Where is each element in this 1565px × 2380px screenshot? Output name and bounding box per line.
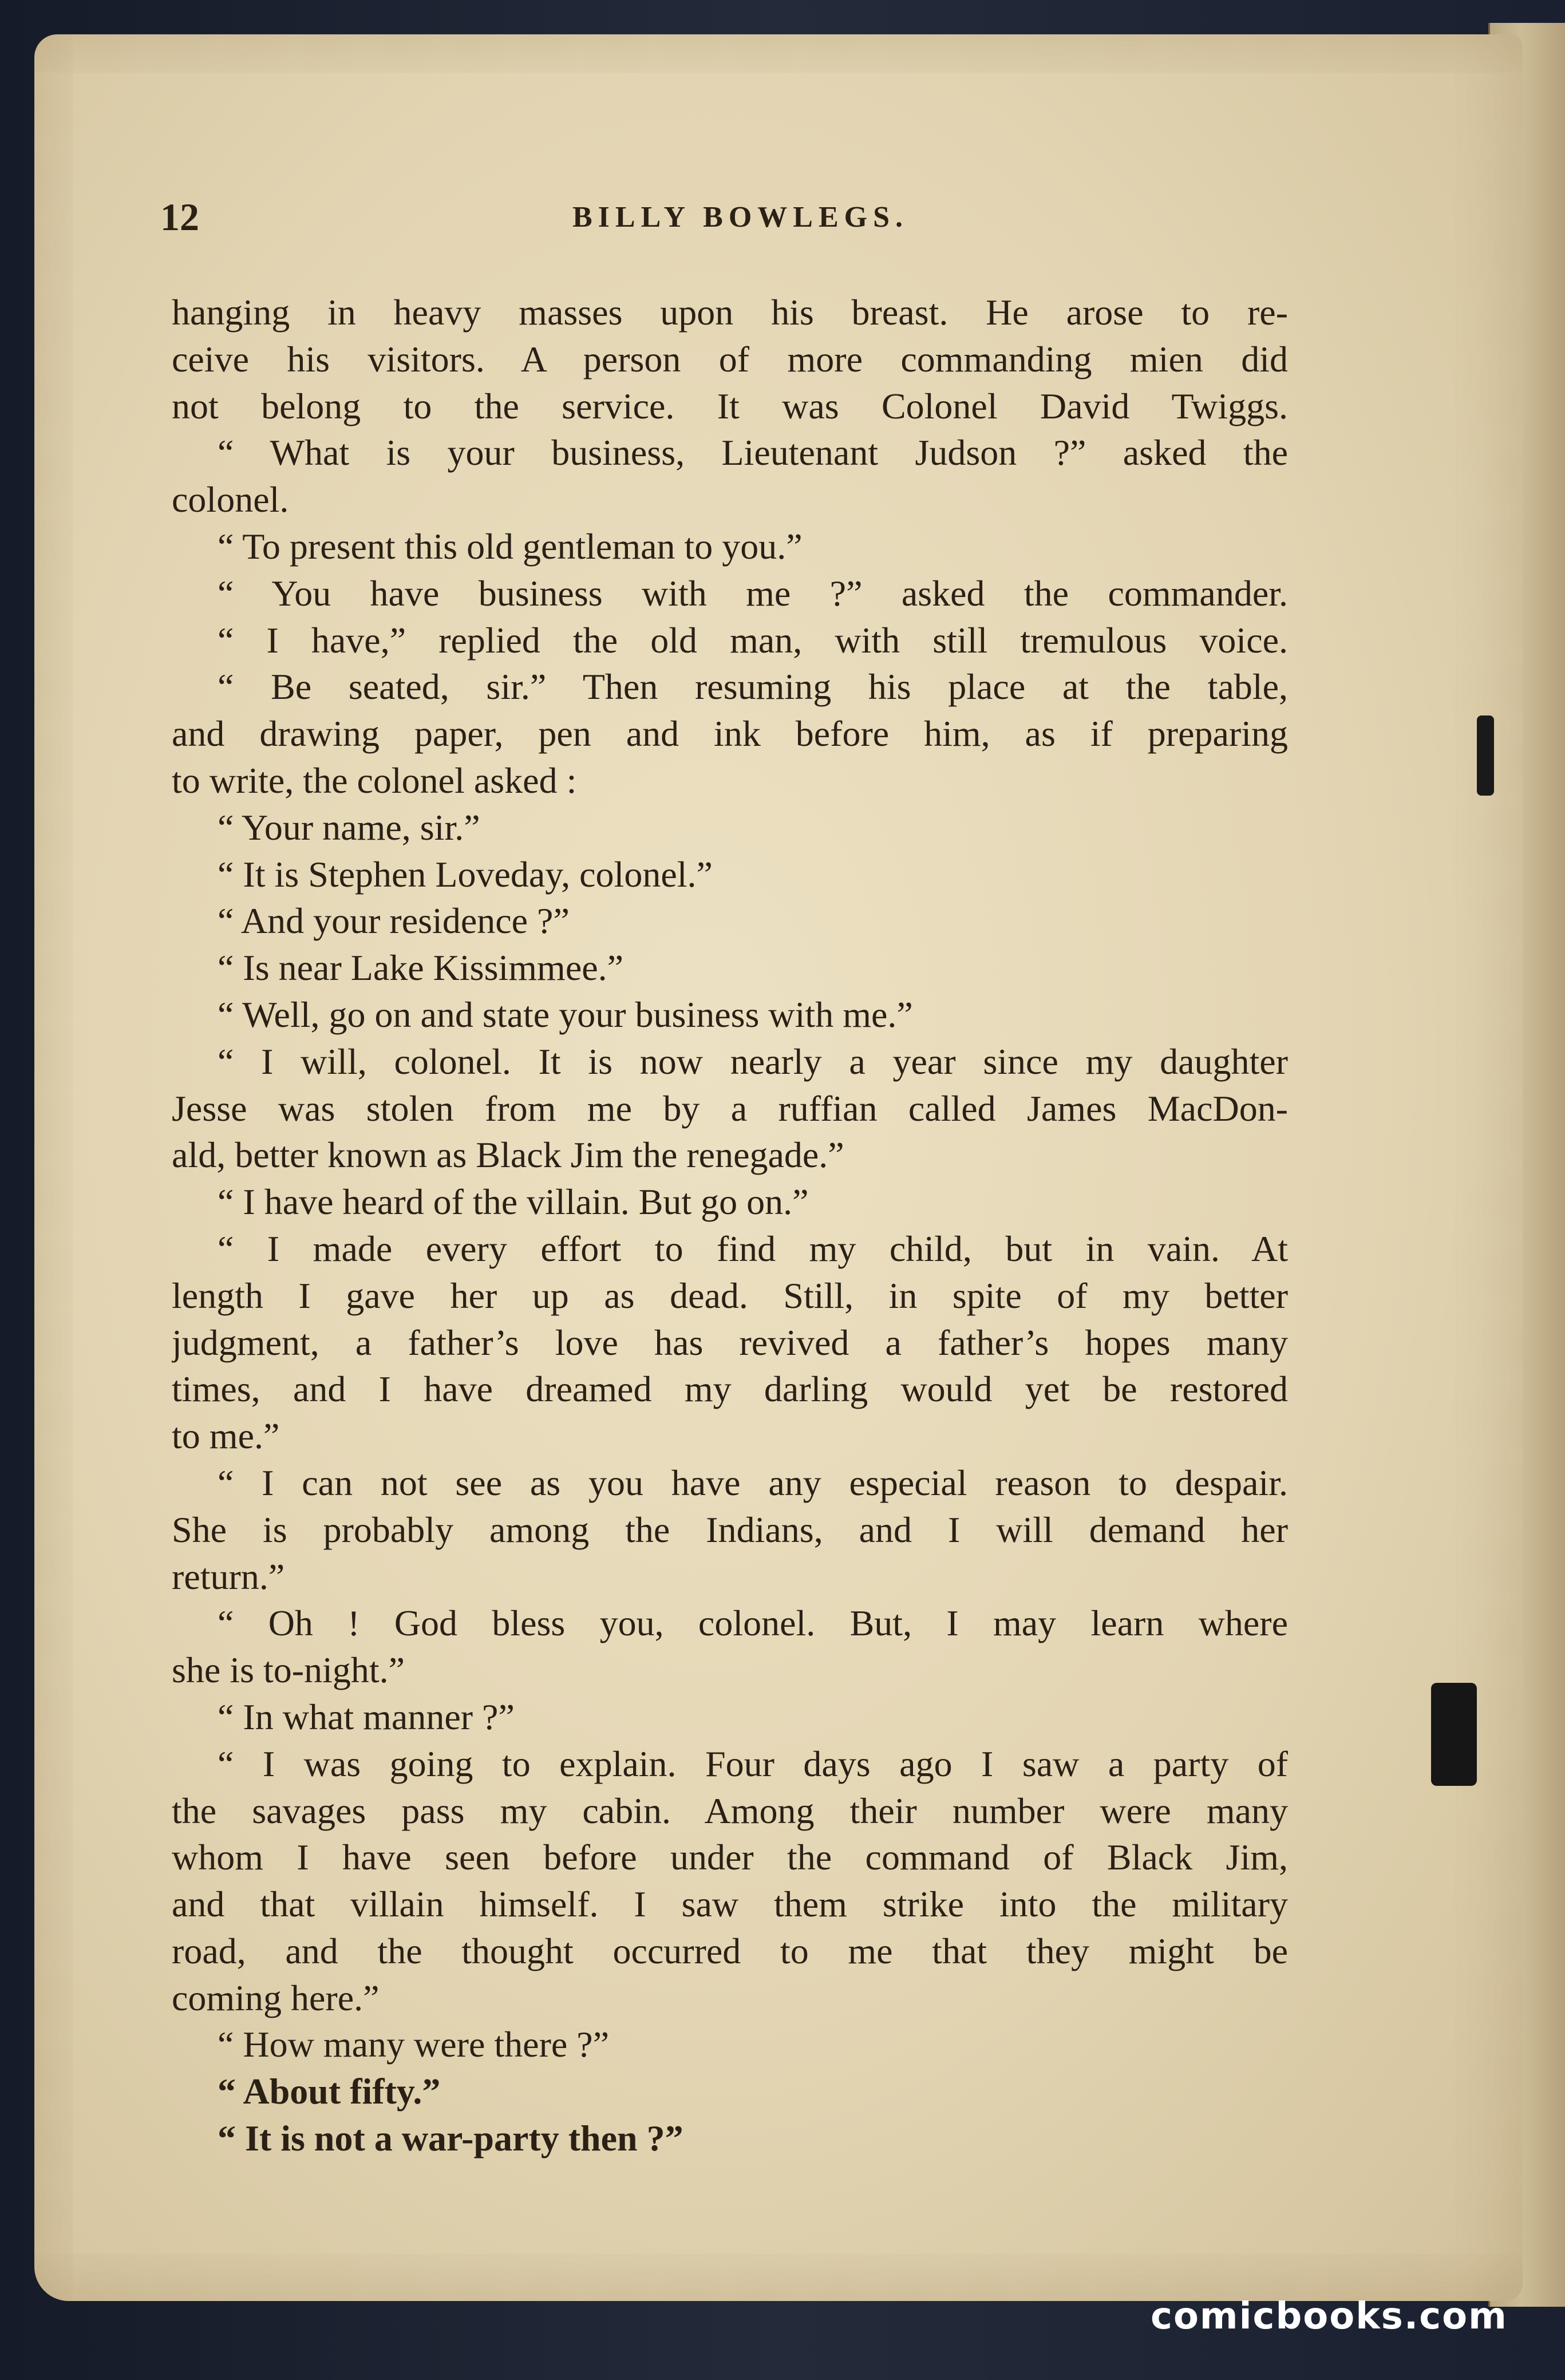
- watermark: comicbooks.com: [1151, 2295, 1508, 2338]
- text-line: She is probably among the Indians, and I will demand her: [172, 1509, 1288, 1550]
- text-line: hanging in heavy masses upon his breast. He arose to re-: [172, 292, 1288, 333]
- text-line: return.”: [172, 1556, 285, 1597]
- text-line: “ And your residence ?”: [218, 900, 570, 942]
- text-line: ald, better known as Black Jim the renegade.”: [172, 1134, 844, 1176]
- text-line: to me.”: [172, 1416, 280, 1457]
- text-line: “ How many were there ?”: [218, 2024, 610, 2065]
- text-line: colonel.: [172, 479, 289, 520]
- page-header: [137, 195, 1053, 246]
- text-line: whom I have seen before under the command of Black Jim,: [172, 1837, 1288, 1878]
- page-number: 12: [160, 195, 199, 239]
- text-line: “ I made every effort to find my child, but in vain. At: [218, 1228, 1288, 1269]
- text-line: the savages pass my cabin. Among their number were many: [172, 1790, 1288, 1831]
- text-line: “ It is not a war-party then ?”: [218, 2118, 683, 2159]
- text-line: “ Well, go on and state your business with me.”: [218, 994, 913, 1035]
- text-line: “ Is near Lake Kissimmee.”: [218, 947, 624, 989]
- text-line: “ It is Stephen Loveday, colonel.”: [218, 853, 713, 895]
- text-line: coming here.”: [172, 1977, 380, 2018]
- text-line: road, and the thought occurred to me that they might be: [172, 1930, 1288, 1971]
- body-text: [172, 289, 1288, 2162]
- text-line: “ Oh ! God bless you, colonel. But, I may learn where: [218, 1603, 1288, 1644]
- text-line: “ Be seated, sir.” Then resuming his place at the table,: [218, 666, 1288, 707]
- text-line: ceive his visitors. A person of more commanding mien did: [172, 338, 1288, 379]
- text-line: length I gave her up as dead. Still, in spite of my better: [172, 1275, 1288, 1316]
- text-line: “ To present this old gentleman to you.”: [218, 525, 803, 567]
- text-line: not belong to the service. It was Colonel David Twiggs.: [172, 385, 1288, 426]
- text-line: and drawing paper, pen and ink before him, as if preparing: [172, 713, 1288, 754]
- text-line: “ What is your business, Lieutenant Judson ?” asked the: [218, 432, 1288, 473]
- text-line: and that villain himself. I saw them strike into the military: [172, 1884, 1288, 1925]
- text-line: “ I can not see as you have any especial reason to despair.: [218, 1462, 1288, 1503]
- text-line: “ Your name, sir.”: [218, 806, 480, 848]
- text-line: “ I have,” replied the old man, with still tremulous voice.: [218, 619, 1288, 661]
- text-line: she is to-night.”: [172, 1650, 405, 1691]
- page-tear-mark: [1431, 1683, 1477, 1786]
- text-line: to write, the colonel asked :: [172, 760, 577, 801]
- text-line: judgment, a father’s love has revived a father’s hopes many: [172, 1322, 1288, 1363]
- text-line: “ I will, colonel. It is now nearly a year since my daughter: [218, 1041, 1288, 1082]
- page-tear-mark: [1477, 715, 1494, 796]
- text-line: “ I have heard of the villain. But go on.”: [218, 1181, 809, 1223]
- text-line: “ You have business with me ?” asked the commander.: [218, 572, 1288, 614]
- running-title: BILLY BOWLEGS.: [572, 201, 909, 234]
- text-line: “ About fifty.”: [218, 2071, 441, 2112]
- text-line: Jesse was stolen from me by a ruffian called James MacDon-: [172, 1088, 1288, 1129]
- text-line: times, and I have dreamed my darling would yet be restored: [172, 1369, 1288, 1410]
- text-line: “ I was going to explain. Four days ago I saw a party of: [218, 1743, 1288, 1784]
- text-line: “ In what manner ?”: [218, 1696, 515, 1737]
